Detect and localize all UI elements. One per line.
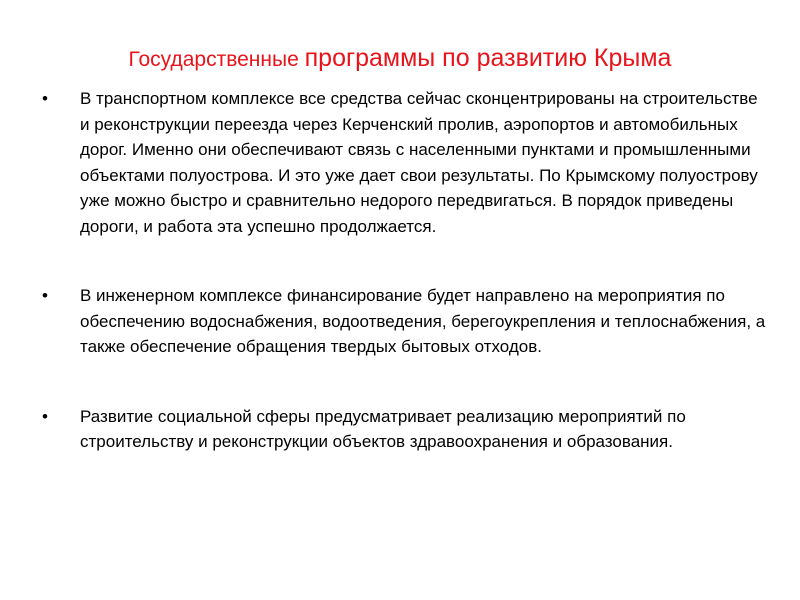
bullet-text: Развитие социальной сферы предусматривает реализацию мероприятий по строительству и реконструкции объектов здравоохранения и образования. bbox=[80, 406, 686, 451]
bullet-list bbox=[40, 86, 770, 455]
slide-title bbox=[40, 42, 760, 78]
bullet-item-transport bbox=[40, 86, 770, 239]
bullet-dot-icon: • bbox=[42, 406, 48, 426]
bullet-dot-icon: • bbox=[42, 89, 48, 108]
bullet-text: В инженерном комплексе финансирование будет направлено на мероприятия по обеспечению водоснабжения, водоотведения, берегоукрепления и теплоснабжения, а также обеспечение обращения твердых бытовых отходов. bbox=[80, 286, 766, 356]
bullet-item-engineering bbox=[40, 283, 770, 360]
bullet-dot-icon: • bbox=[42, 286, 48, 305]
slide-title-part2: программы по развитию Крыма bbox=[304, 44, 672, 72]
bullet-item-social bbox=[40, 404, 770, 455]
slide-title-part1: Государственные bbox=[128, 48, 305, 71]
bullet-text: В транспортном комплексе все средства сейчас сконцентрированы на строительстве и реконструкции переезда через Керченский пролив, аэропортов и автомобильных дорог. Именно они обеспечивают связь с населенными пунктами и промышленными объектами полуострова. И это уже дает свои результаты. По Крымскому полуострову уже можно быстро и сравнительно недорого передвигаться. В порядок приведены дороги, и работа эта успешно продолжается. bbox=[80, 89, 758, 236]
